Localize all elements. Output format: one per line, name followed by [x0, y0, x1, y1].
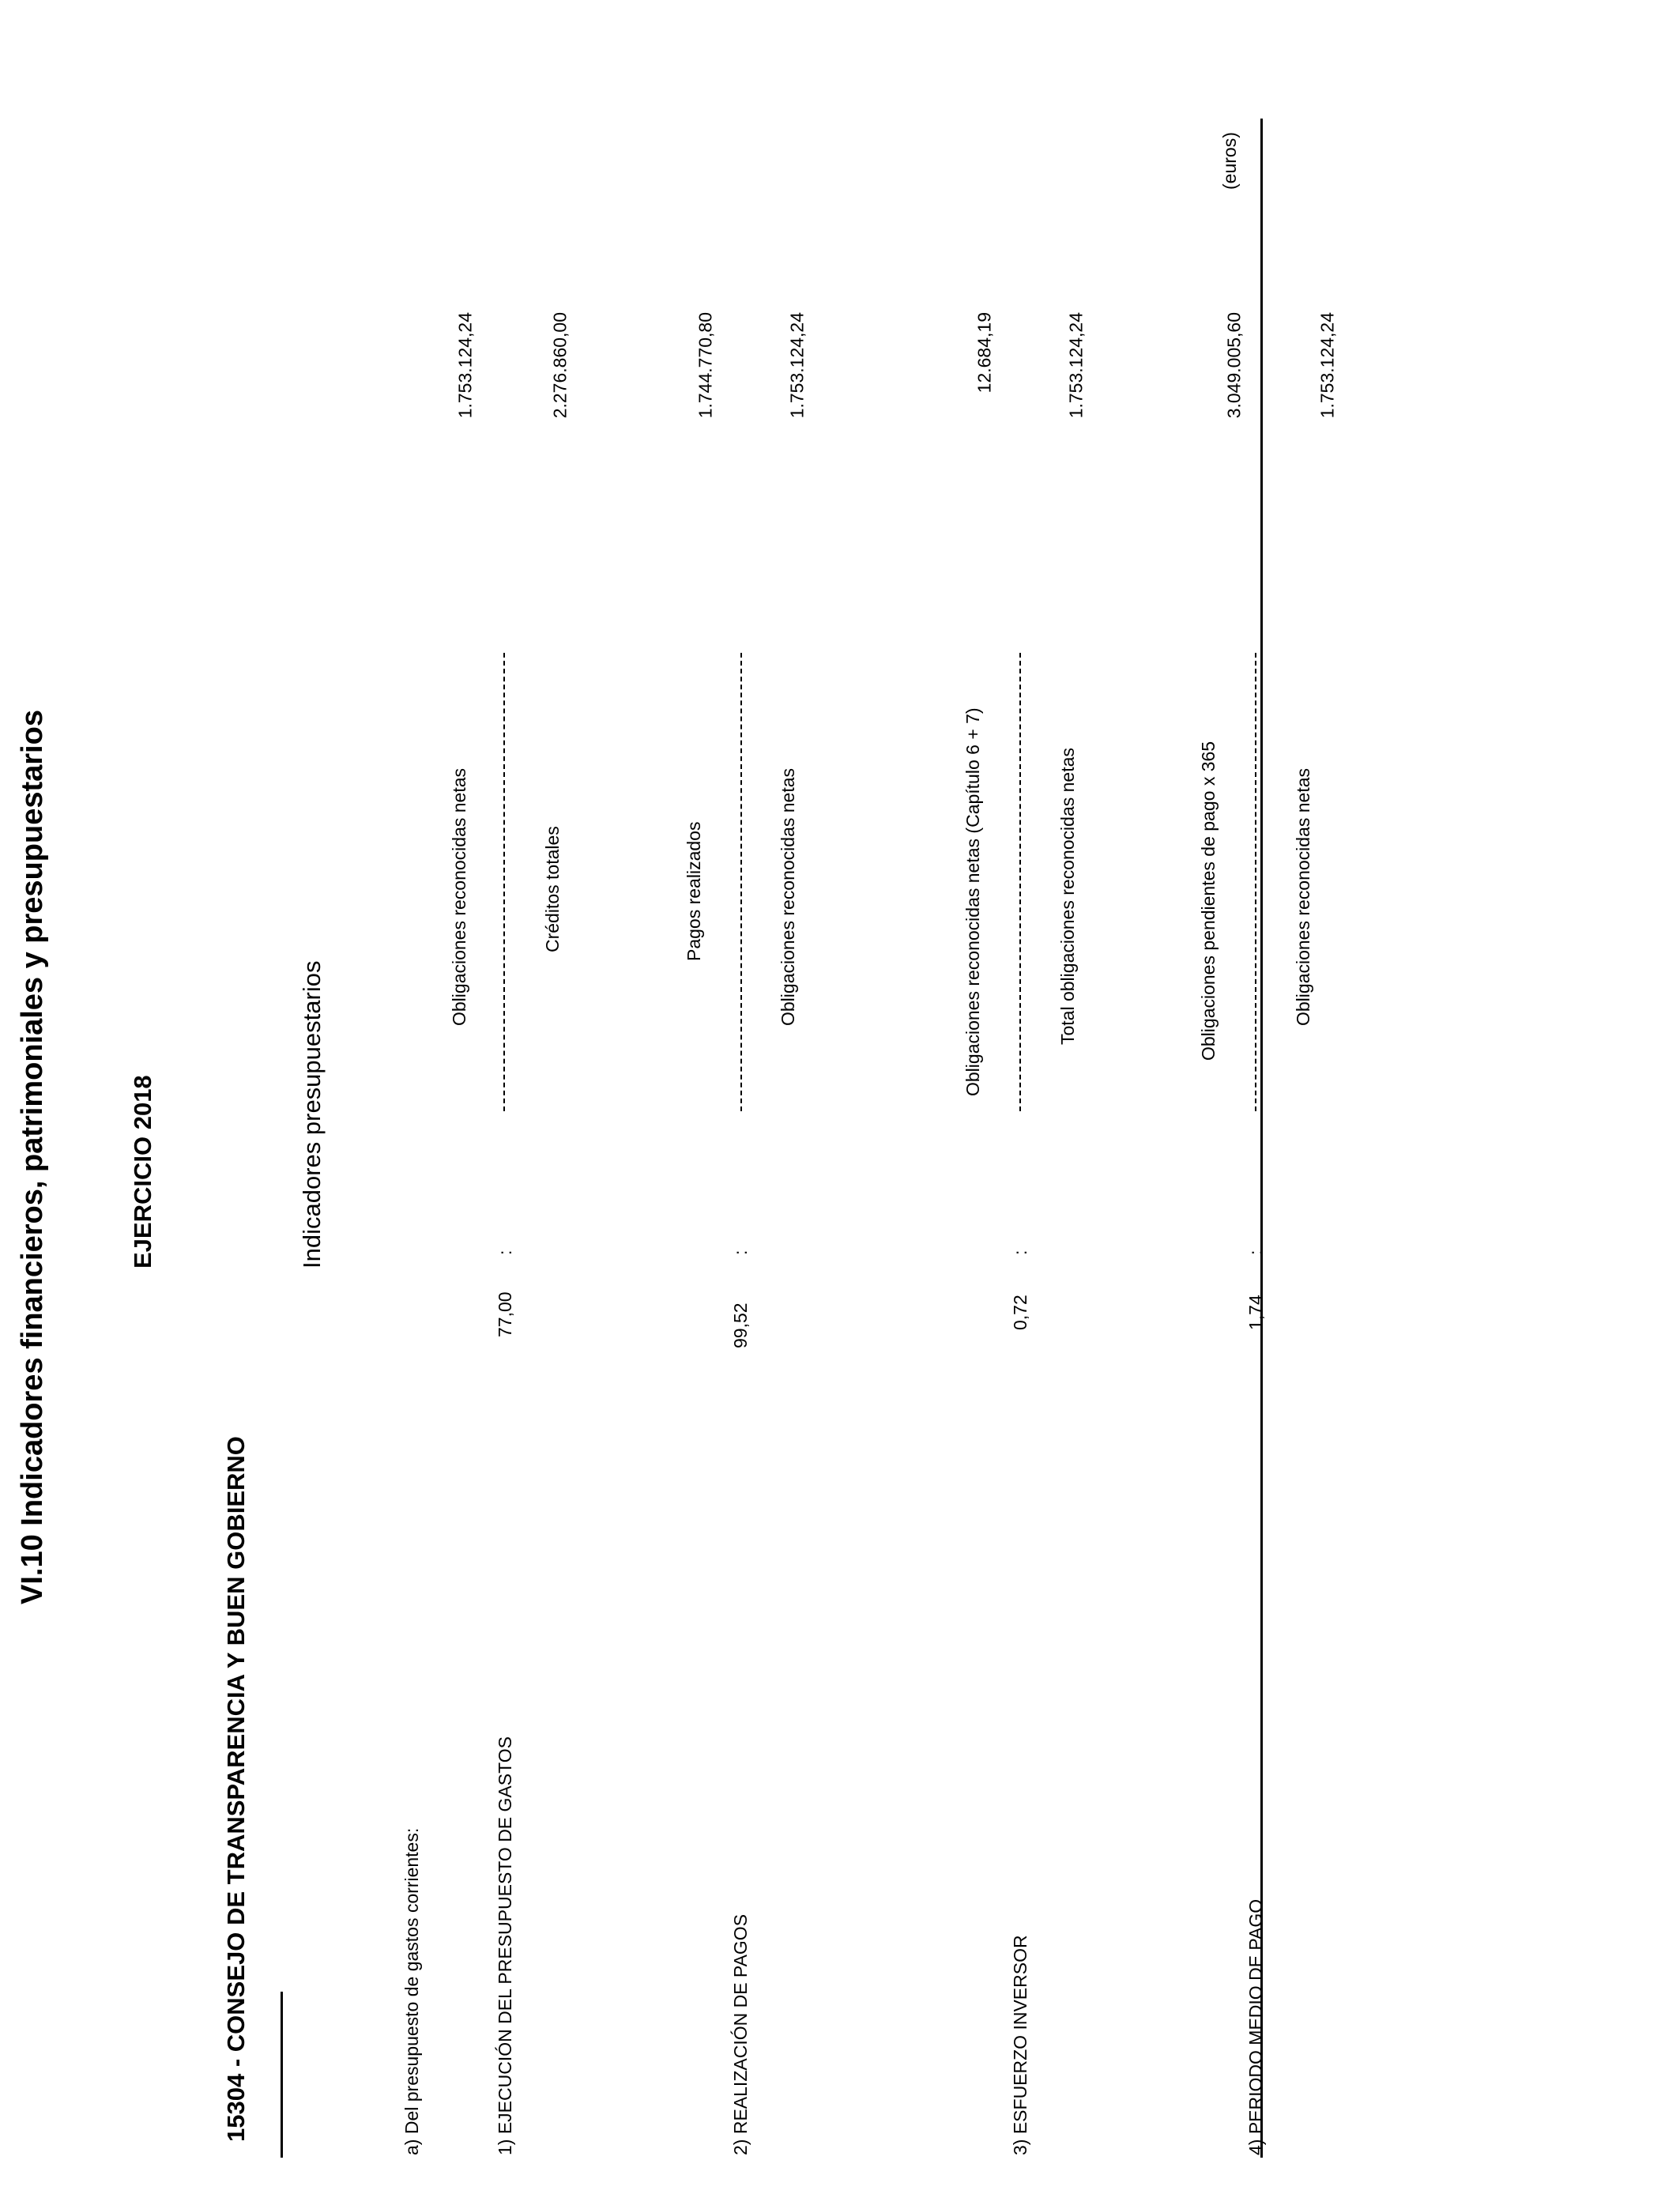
indicator-2-fraction-line: [740, 653, 742, 1111]
indicator-1-denominator-value: 2.276.860,00: [549, 312, 570, 419]
indicator-2-denominator-value: 1.753.124,24: [786, 312, 807, 419]
indicator-4-name: 4) PERIODO MEDIO DE PAGO: [1245, 1898, 1266, 2155]
indicator-4-denominator-label: Obligaciones reconocidas netas: [1293, 767, 1313, 1026]
indicator-4-fraction-line: [1255, 653, 1256, 1111]
indicator-3-fraction-line: [1019, 653, 1021, 1111]
indicator-1-denominator-label: Créditos totales: [542, 826, 563, 952]
indicator-3-numerator-label: Obligaciones reconocidas netas (Capítulo 6 + 7): [962, 707, 983, 1096]
indicator-2-ratio: 99,52: [730, 1302, 751, 1348]
exercise-heading: EJERCICIO 2018: [129, 1075, 156, 1269]
indicator-4-numerator-label: Obligaciones pendientes de pago x 365: [1198, 741, 1219, 1061]
indicator-1-ratio: 77,00: [495, 1291, 515, 1337]
left-rule: [281, 1992, 283, 2158]
indicator-3-denominator-value: 1.753.124,24: [1065, 312, 1086, 419]
indicator-3-colon: :: [1010, 1250, 1030, 1255]
indicator-3-name: 3) ESFUERZO INVERSOR: [1010, 1935, 1030, 2155]
indicator-3-numerator-value: 12.684,19: [974, 312, 994, 394]
indicator-3-denominator-label: Total obligaciones reconocidas netas: [1057, 748, 1078, 1045]
indicator-1-fraction-line: [503, 653, 505, 1111]
indicator-4-colon: :: [1245, 1250, 1266, 1255]
indicator-4-denominator-value: 1.753.124,24: [1317, 312, 1337, 419]
indicator-4-numerator-value: 3.049.005,60: [1223, 312, 1244, 419]
indicator-2-colon: :: [730, 1250, 751, 1255]
right-rule: [1260, 119, 1263, 2158]
indicator-2-numerator-label: Pagos realizados: [684, 821, 704, 961]
intro-text: a) Del presupuesto de gastos corrientes:: [401, 1827, 422, 2155]
unit-label: (euros): [1219, 132, 1240, 190]
page-title: VI.10 Indicadores financieros, patrimoniales y presupuestarios: [16, 710, 49, 1604]
indicator-2-denominator-label: Obligaciones reconocidas netas: [778, 767, 798, 1026]
indicator-3-ratio: 0,72: [1010, 1295, 1030, 1330]
indicator-2-name: 2) REALIZACIÓN DE PAGOS: [730, 1913, 751, 2155]
indicator-1-name: 1) EJECUCIÓN DEL PRESUPUESTO DE GASTOS: [495, 1736, 515, 2155]
indicator-1-numerator-label: Obligaciones reconocidas netas: [449, 767, 469, 1026]
entity-heading: 15304 - CONSEJO DE TRANSPARENCIA Y BUEN GOBIERNO: [222, 1436, 250, 2142]
indicator-1-numerator-value: 1.753.124,24: [454, 312, 475, 419]
indicator-2-numerator-value: 1.744.770,80: [695, 312, 715, 419]
section-heading: Indicadores presupuestarios: [298, 960, 326, 1269]
indicator-1-colon: :: [495, 1250, 515, 1255]
indicator-4-ratio: 1,74: [1245, 1295, 1266, 1330]
